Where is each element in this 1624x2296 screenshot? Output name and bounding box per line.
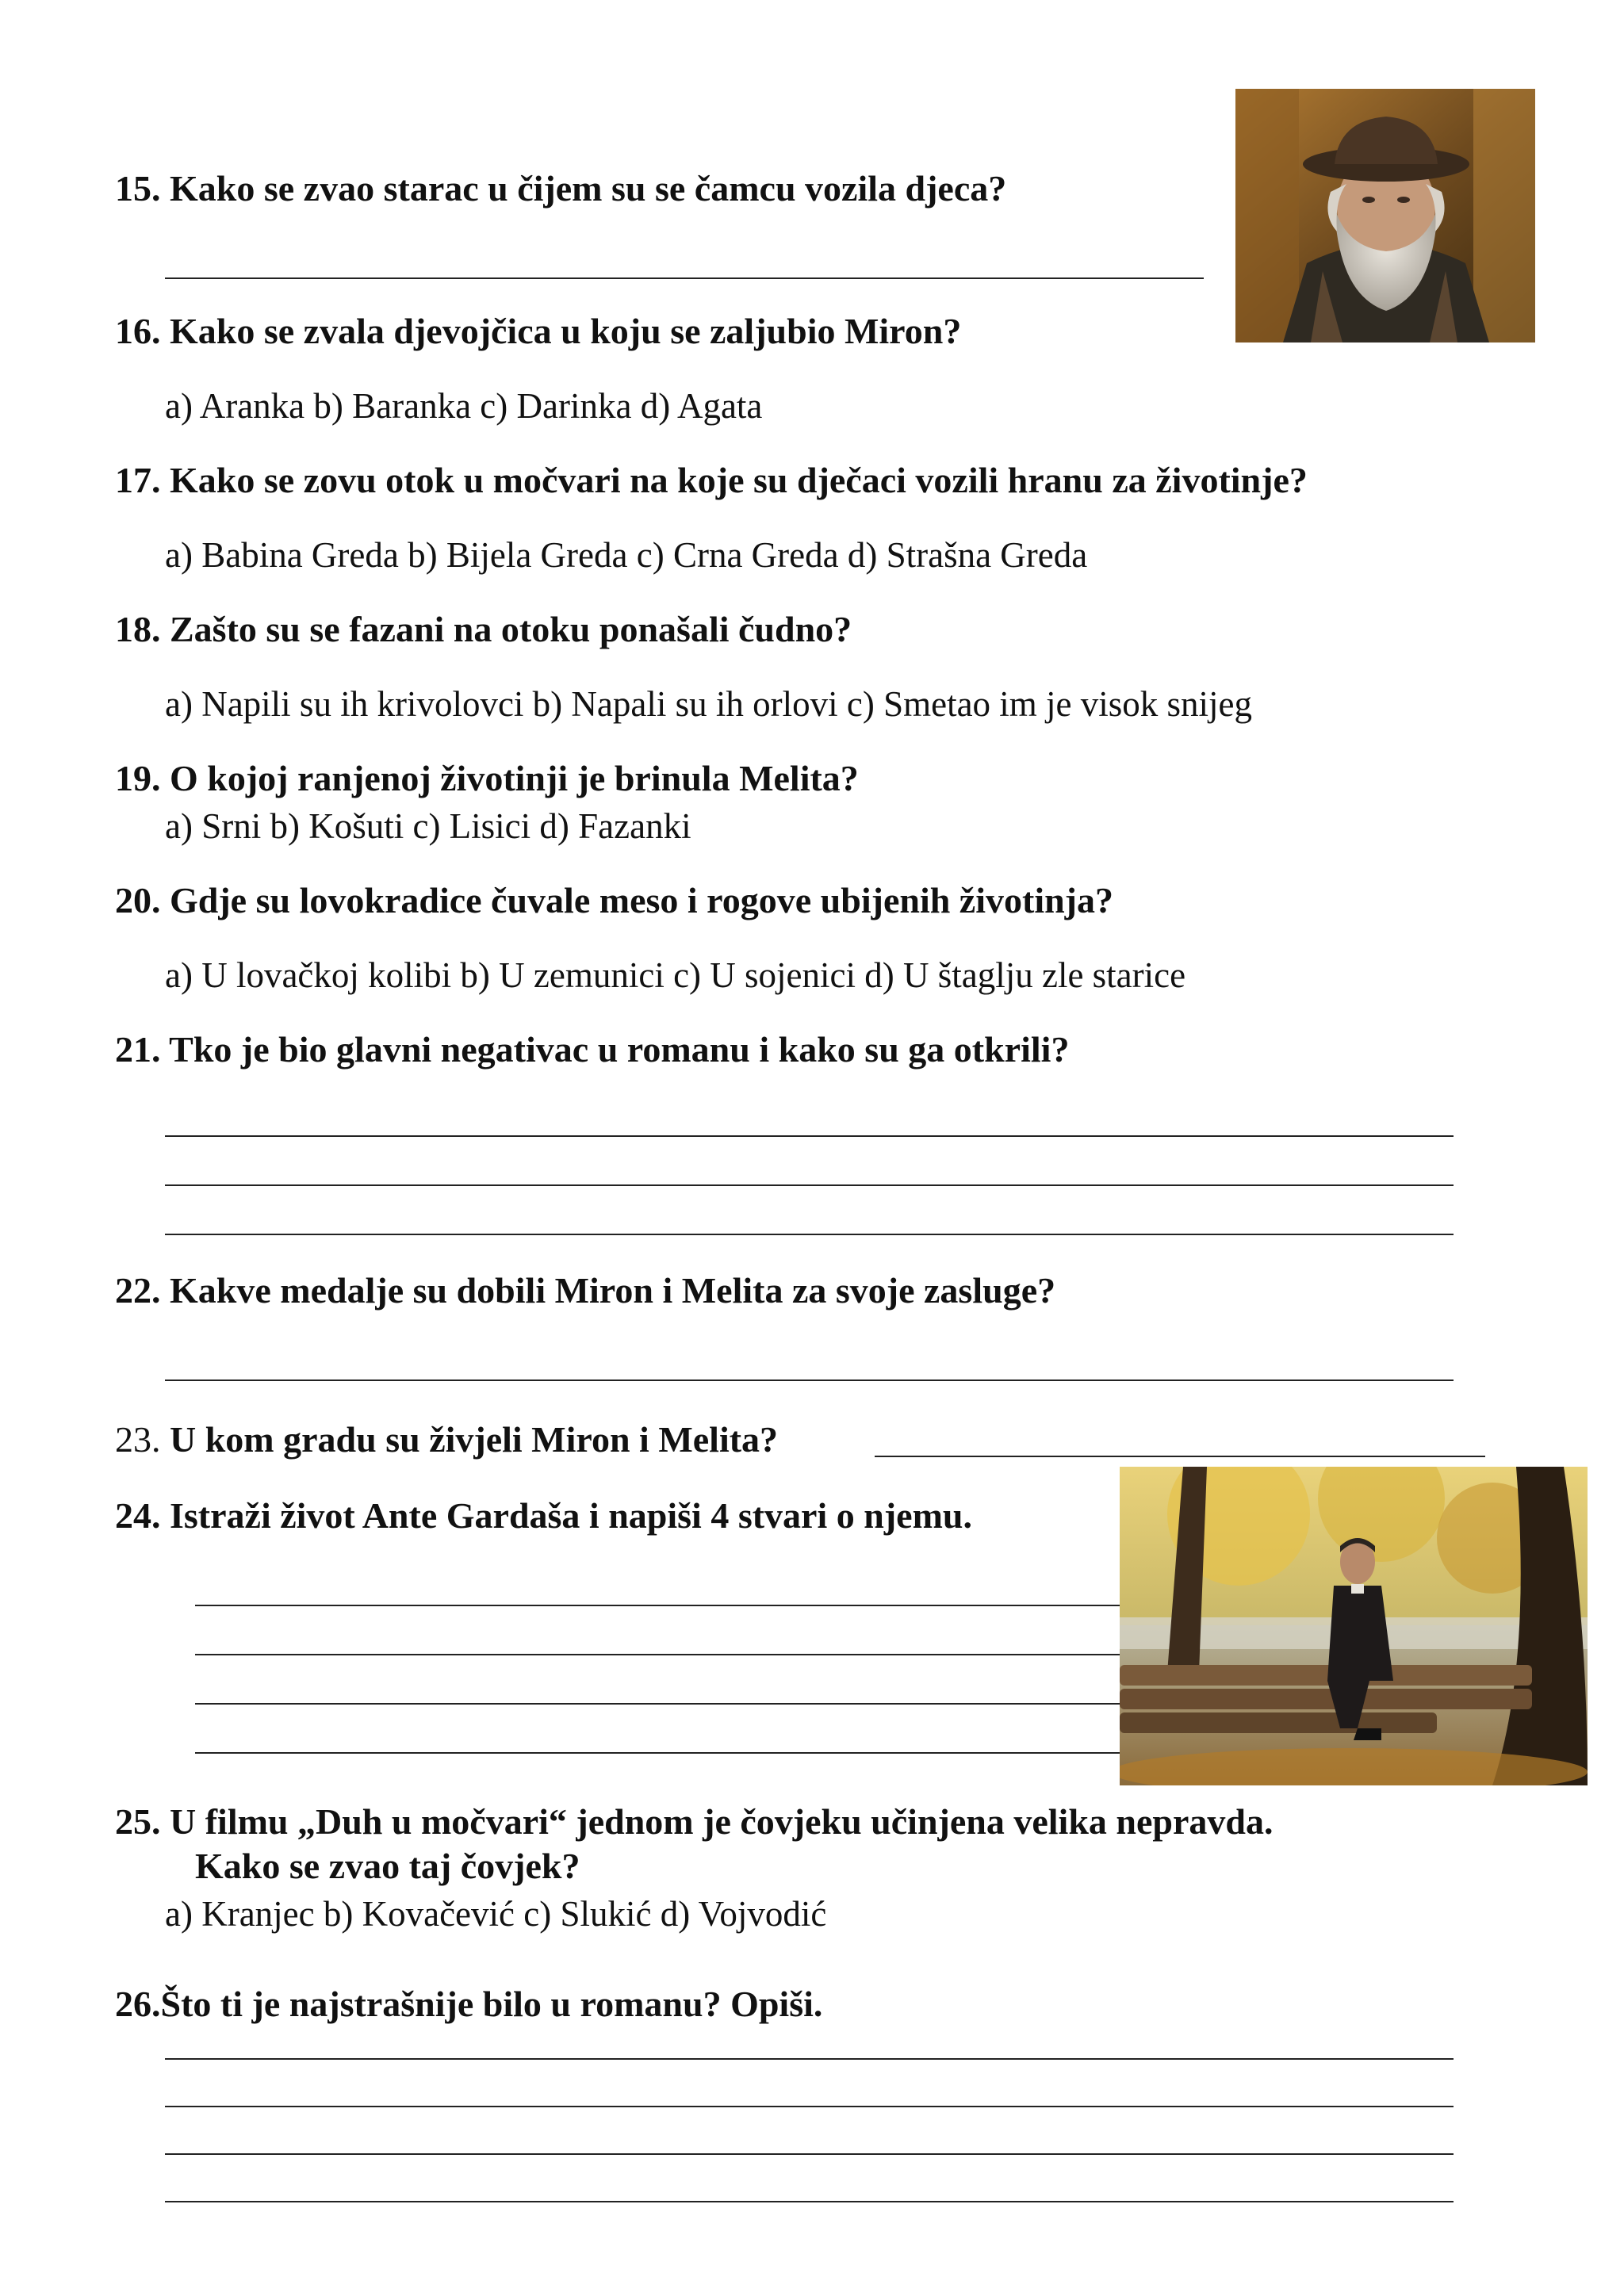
answer-line[interactable] [165,2058,1454,2060]
question-text: Što ti je najstrašnije bilo u romanu? Opiši. [160,1984,823,2024]
question-15 [115,166,1006,211]
question-16 [115,309,961,354]
question-number: 20. [115,880,161,920]
question-number: 18. [115,609,161,649]
answer-line[interactable] [165,2153,1454,2155]
question-22 [115,1269,1055,1313]
answer-line[interactable] [195,1605,1123,1606]
question-17-options: a) Babina Greda b) Bijela Greda c) Crna Greda d) Strašna Greda [165,535,1088,575]
question-21 [115,1027,1069,1072]
answer-line[interactable] [195,1703,1123,1705]
question-text: O kojoj ranjenoj životinji je brinula Melita? [170,758,859,798]
question-number: 16. [115,311,161,351]
question-18 [115,607,852,652]
question-19 [115,756,859,801]
question-number: 21. [115,1029,161,1070]
answer-line[interactable] [165,2201,1454,2202]
answer-line[interactable] [195,1654,1123,1655]
question-25-options: a) Kranjec b) Kovačević c) Slukić d) Vojvodić [165,1894,827,1934]
answer-line[interactable] [165,1380,1454,1381]
question-text: Tko je bio glavni negativac u romanu i kako su ga otkrili? [169,1029,1070,1070]
question-26 [115,1982,822,2026]
question-number: 19. [115,758,161,798]
answer-line[interactable] [195,1752,1123,1754]
question-16-options: a) Aranka b) Baranka c) Darinka d) Agata [165,386,763,426]
question-text: Gdje su lovokradice čuvale meso i rogove ubijenih životinja? [170,880,1114,920]
answer-line[interactable] [165,1184,1454,1186]
old-man-photo [1235,89,1535,342]
question-number: 15. [115,168,161,209]
question-25 [115,1800,1274,1844]
answer-line[interactable] [165,1234,1454,1235]
question-number: 26. [115,1984,161,2024]
question-text: Kakve medalje su dobili Miron i Melita za svoje zasluge? [170,1270,1056,1311]
question-text: Kako se zovu otok u močvari na koje su dječaci vozili hranu za životinje? [170,460,1308,500]
question-text: U kom gradu su živjeli Miron i Melita? [170,1419,779,1460]
question-23 [115,1418,778,1462]
answer-line[interactable] [165,1135,1454,1137]
question-text: Kako se zvala djevojčica u koju se zaljubio Miron? [170,311,962,351]
answer-line[interactable] [165,277,1204,279]
answer-line[interactable] [165,2106,1454,2107]
man-on-bench-photo [1120,1467,1588,1785]
question-text: Istraži život Ante Gardaša i napiši 4 stvari o njemu. [170,1495,972,1536]
question-text: Zašto su se fazani na otoku ponašali čudno? [170,609,852,649]
question-number: 25. [115,1801,161,1842]
answer-line[interactable] [875,1456,1485,1457]
question-number: 22. [115,1270,161,1311]
question-17 [115,458,1308,503]
question-20-options: a) U lovačkoj kolibi b) U zemunici c) U sojenici d) U štaglju zle starice [165,955,1186,995]
question-number: 24. [115,1495,161,1536]
question-18-options: a) Napili su ih krivolovci b) Napali su ih orlovi c) Smetao im je visok snijeg [165,684,1253,724]
question-19-options: a) Srni b) Košuti c) Lisici d) Fazanki [165,806,691,846]
question-25-continued: Kako se zvao taj čovjek? [195,1846,580,1886]
question-24 [115,1494,972,1538]
question-text: U filmu „Duh u močvari“ jednom je čovjeku učinjena velika nepravda. [170,1801,1274,1842]
question-text: Kako se zvao starac u čijem su se čamcu vozila djeca? [170,168,1007,209]
question-number: 23. [115,1419,161,1460]
question-number: 17. [115,460,161,500]
question-20 [115,878,1113,923]
